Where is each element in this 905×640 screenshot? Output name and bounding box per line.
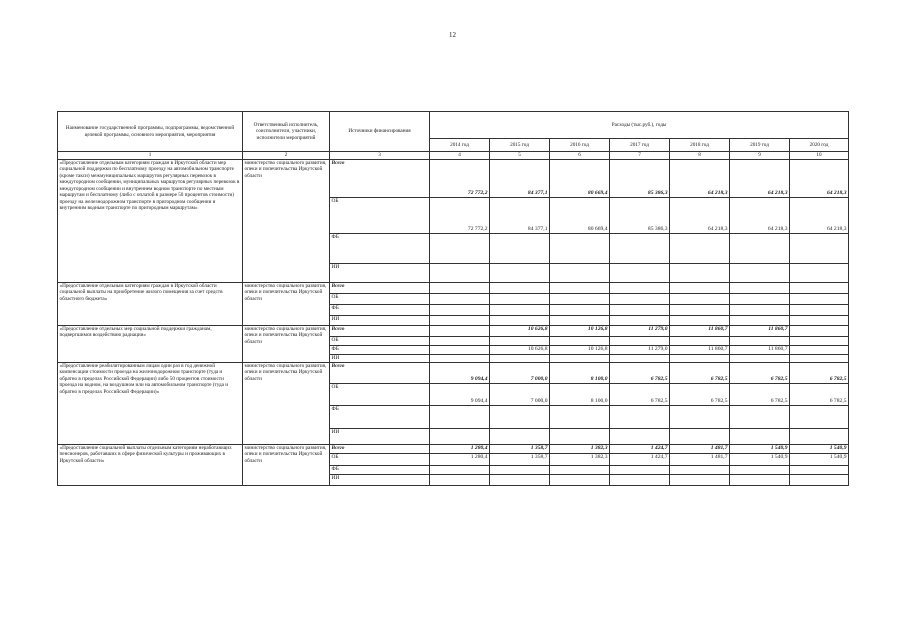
- expense-value: 1 280,4: [430, 453, 490, 465]
- funding-source: ФБ: [330, 233, 430, 263]
- expense-value: [790, 336, 849, 345]
- expense-value: [730, 304, 790, 315]
- header-executor: Ответственный исполнитель, соисполнители, участники, исполнители мероприятий: [243, 112, 330, 152]
- expense-value: [430, 263, 490, 282]
- funding-source: ОБ: [330, 293, 430, 304]
- expense-value: [610, 336, 670, 345]
- expense-value: [730, 293, 790, 304]
- expense-value: [790, 263, 849, 282]
- expense-value: [490, 263, 550, 282]
- funding-source: ФБ: [330, 465, 430, 474]
- expense-value: [550, 474, 610, 485]
- expense-value: 64 218,3: [730, 197, 790, 233]
- expense-value: 84 377,1: [490, 159, 550, 197]
- expense-value: 10 626,8: [490, 345, 550, 354]
- expense-value: 1 424,7: [610, 453, 670, 465]
- funding-source: ИИ: [330, 428, 430, 444]
- funding-source: ОБ: [330, 383, 430, 405]
- header-expenses: Расходы (тыс.руб.), годы: [430, 112, 849, 139]
- expense-value: [730, 282, 790, 293]
- expense-value: 8 100,0: [550, 383, 610, 405]
- funding-source: ИИ: [330, 354, 430, 362]
- funding-source: ОБ: [330, 336, 430, 345]
- expense-value: 11 860,7: [670, 325, 730, 336]
- expense-value: [490, 405, 550, 428]
- expense-value: [490, 282, 550, 293]
- expense-value: [430, 293, 490, 304]
- header-source: Источники финансирования: [330, 112, 430, 152]
- expense-value: [610, 465, 670, 474]
- expense-value: [610, 304, 670, 315]
- activity-executor: министерство социального развития, опеки и попечительства Иркутской области: [243, 362, 330, 444]
- table-row: [58, 362, 849, 383]
- expense-value: [430, 336, 490, 345]
- expense-value: [550, 336, 610, 345]
- expense-value: [790, 315, 849, 325]
- expense-value: [610, 315, 670, 325]
- expense-value: [550, 293, 610, 304]
- header-year: 2019 год: [730, 139, 790, 152]
- header-year: 2020 год: [790, 139, 849, 152]
- expense-value: [430, 428, 490, 444]
- expense-value: 10 126,8: [550, 325, 610, 336]
- expense-value: [670, 354, 730, 362]
- expense-value: [490, 474, 550, 485]
- expense-value: [610, 354, 670, 362]
- expense-value: 6 782,5: [670, 383, 730, 405]
- expense-value: 7 000,0: [490, 362, 550, 383]
- activity-executor: министерство социального развития, опеки и попечительства Иркутской области: [243, 282, 330, 325]
- expense-value: [730, 233, 790, 263]
- expense-value: [730, 315, 790, 325]
- activity-description: «Предоставление отдельным категориям граждан в Иркутской области мер социальной поддержки по бесплатному проезду на автомобильном транспорте (кроме такси) межмуниципальных маршрутов регулярных перевозок в междугородном сообщении, муниципальных маршрутов регулярных перевозок в междугородном сообщении и внутреннем водном транспорте по местным маршрутам и бесплатному (либо с оплатой в размере 50 процентов стоимости) проезду на железнодорожном транспорте в пригородном сообщении и внутренним водным транспорте по пригородным маршрутам»: [58, 159, 243, 282]
- column-number: 5: [490, 152, 550, 160]
- expense-value: [550, 233, 610, 263]
- expense-value: [730, 354, 790, 362]
- page-number: 12: [449, 31, 456, 39]
- funding-source: ИИ: [330, 315, 430, 325]
- funding-source: ИИ: [330, 263, 430, 282]
- funding-source: Всего: [330, 325, 430, 336]
- funding-source: ФБ: [330, 304, 430, 315]
- expense-value: [790, 465, 849, 474]
- expense-value: [490, 304, 550, 315]
- column-number: 3: [330, 152, 430, 160]
- expense-value: 1 424,7: [610, 444, 670, 453]
- expenses-table: [57, 111, 849, 486]
- expense-value: 9 094,4: [430, 362, 490, 383]
- header-year: 2014 год: [430, 139, 490, 152]
- expense-value: [430, 304, 490, 315]
- expense-value: 85 386,3: [610, 159, 670, 197]
- expense-value: [730, 263, 790, 282]
- expense-value: 72 772,2: [430, 197, 490, 233]
- table-row: [58, 325, 849, 336]
- expense-value: [670, 233, 730, 263]
- expense-value: 1 540,9: [730, 444, 790, 453]
- expense-value: [730, 405, 790, 428]
- expense-value: 6 782,5: [730, 362, 790, 383]
- funding-source: Всего: [330, 444, 430, 453]
- expense-value: [670, 465, 730, 474]
- funding-source: ФБ: [330, 405, 430, 428]
- expense-value: [790, 325, 849, 336]
- expense-value: 1 540,9: [730, 453, 790, 465]
- expense-value: [670, 293, 730, 304]
- column-number: 8: [670, 152, 730, 160]
- expense-value: [490, 354, 550, 362]
- column-number: 4: [430, 152, 490, 160]
- expense-value: [730, 428, 790, 444]
- expense-value: [430, 315, 490, 325]
- expense-value: [610, 263, 670, 282]
- expense-value: [490, 233, 550, 263]
- expense-value: [430, 233, 490, 263]
- expense-value: [550, 282, 610, 293]
- expense-value: [790, 293, 849, 304]
- column-number: 9: [730, 152, 790, 160]
- activity-executor: министерство социального развития, опеки и попечительства Иркутской области: [243, 159, 330, 282]
- column-number: 7: [610, 152, 670, 160]
- expense-value: [730, 465, 790, 474]
- header-program: Наименование государственной программы, подпрограммы, ведомственной целевой программы, основного мероприятия, мероприятия: [58, 112, 243, 152]
- expense-value: [550, 315, 610, 325]
- funding-source: ОБ: [330, 453, 430, 465]
- column-number: 2: [243, 152, 330, 160]
- expense-value: 11 860,7: [730, 325, 790, 336]
- funding-source: ИИ: [330, 474, 430, 485]
- expense-value: 6 782,5: [670, 362, 730, 383]
- expense-value: 64 218,3: [730, 159, 790, 197]
- expense-value: 6 782,5: [790, 383, 849, 405]
- expense-value: 72 772,2: [430, 159, 490, 197]
- expense-value: [670, 474, 730, 485]
- expense-value: 1 540,9: [790, 444, 849, 453]
- expense-value: [430, 405, 490, 428]
- expense-value: 7 000,0: [490, 383, 550, 405]
- expense-value: [670, 315, 730, 325]
- expense-value: [430, 325, 490, 336]
- column-number: 10: [790, 152, 849, 160]
- expense-value: [430, 354, 490, 362]
- activity-description: «Предоставление социальной выплаты отдельным категориям неработающих пенсионеров, работавших в сфере физической культуры и проживающих в Иркутской области»: [58, 444, 243, 485]
- expense-value: 11 860,7: [670, 345, 730, 354]
- expense-value: [670, 282, 730, 293]
- header-year: 2016 год: [550, 139, 610, 152]
- expense-value: 1 382,3: [550, 453, 610, 465]
- expense-value: [790, 474, 849, 485]
- expense-value: 1 481,7: [670, 453, 730, 465]
- expense-value: 1 540,9: [790, 453, 849, 465]
- expense-value: [490, 336, 550, 345]
- expense-value: 1 280,4: [430, 444, 490, 453]
- expense-value: [790, 282, 849, 293]
- expense-value: 6 782,5: [730, 383, 790, 405]
- expense-value: [550, 405, 610, 428]
- expense-value: [610, 428, 670, 444]
- expense-value: 64 218,3: [790, 197, 849, 233]
- expense-value: [610, 233, 670, 263]
- expense-value: [610, 293, 670, 304]
- header-year: 2015 год: [490, 139, 550, 152]
- expense-value: [730, 336, 790, 345]
- expense-value: 11 279,0: [610, 325, 670, 336]
- table-row: [58, 159, 849, 197]
- expense-value: [790, 405, 849, 428]
- table-row: [58, 282, 849, 293]
- funding-source: Всего: [330, 282, 430, 293]
- expense-value: [550, 304, 610, 315]
- expense-value: 1 358,7: [490, 444, 550, 453]
- expense-value: [550, 354, 610, 362]
- expense-value: 6 782,5: [790, 362, 849, 383]
- expense-value: 11 279,0: [610, 345, 670, 354]
- expense-value: 64 218,3: [670, 159, 730, 197]
- expense-value: [670, 405, 730, 428]
- expense-value: 10 626,8: [490, 325, 550, 336]
- column-number: 1: [58, 152, 243, 160]
- expense-value: [790, 304, 849, 315]
- funding-source: Всего: [330, 159, 430, 197]
- expense-value: [610, 405, 670, 428]
- activity-description: «Предоставление реабилитированным лицам один раз в год денежной компенсации стоимости проезда на железнодорожном транспорте (туда и обратно в пределах Российской Федерации) либо 50 процентов стоимости проезда на водном, на воздушном или на автомобильном транспорте (туда и обратно в пределах Российской Федерации)»: [58, 362, 243, 444]
- activity-description: «Предоставление отдельных мер социальной поддержки гражданам, подвергшимся воздействию радиации»: [58, 325, 243, 362]
- expense-value: 6 782,5: [610, 362, 670, 383]
- funding-source: Всего: [330, 362, 430, 383]
- expense-value: 6 782,5: [610, 383, 670, 405]
- expense-value: [670, 428, 730, 444]
- expense-value: [790, 345, 849, 354]
- header-year: 2017 год: [610, 139, 670, 152]
- expense-value: 64 218,3: [790, 159, 849, 197]
- expense-value: 8 100,0: [550, 362, 610, 383]
- expense-value: 1 382,3: [550, 444, 610, 453]
- expense-value: [670, 263, 730, 282]
- activity-executor: министерство социального развития, опеки и попечительства Иркутской области: [243, 444, 330, 485]
- activity-executor: министерство социального развития, опеки и попечительства Иркутской области: [243, 325, 330, 362]
- funding-source: ОБ: [330, 197, 430, 233]
- expense-value: [490, 293, 550, 304]
- expense-value: [670, 304, 730, 315]
- expense-value: [730, 474, 790, 485]
- funding-source: ФБ: [330, 345, 430, 354]
- expense-value: 80 669,4: [550, 159, 610, 197]
- table-row: [58, 444, 849, 453]
- expense-value: 84 377,1: [490, 197, 550, 233]
- expense-value: [490, 428, 550, 444]
- expense-value: [430, 345, 490, 354]
- expense-value: 1 481,7: [670, 444, 730, 453]
- expense-value: [670, 336, 730, 345]
- header-year: 2018 год: [670, 139, 730, 152]
- expense-value: [610, 282, 670, 293]
- activity-description: «Предоставление отдельным категориям граждан в Иркутской области социальной выплаты на приобретение жилого помещения за счет средств областного бюджета»: [58, 282, 243, 325]
- expense-value: 85 386,3: [610, 197, 670, 233]
- expense-value: [490, 465, 550, 474]
- column-number: 6: [550, 152, 610, 160]
- expense-value: 64 218,3: [670, 197, 730, 233]
- expense-value: [610, 474, 670, 485]
- expense-value: [490, 315, 550, 325]
- expense-value: [790, 428, 849, 444]
- expense-value: 9 094,4: [430, 383, 490, 405]
- expense-value: [790, 233, 849, 263]
- expense-value: 10 126,8: [550, 345, 610, 354]
- expense-value: [550, 465, 610, 474]
- expense-value: [430, 282, 490, 293]
- expense-value: 1 358,7: [490, 453, 550, 465]
- expense-value: [790, 354, 849, 362]
- expense-value: 80 669,4: [550, 197, 610, 233]
- expense-value: 11 860,7: [730, 345, 790, 354]
- expense-value: [550, 263, 610, 282]
- expense-value: [430, 465, 490, 474]
- expense-value: [550, 428, 610, 444]
- expense-value: [430, 474, 490, 485]
